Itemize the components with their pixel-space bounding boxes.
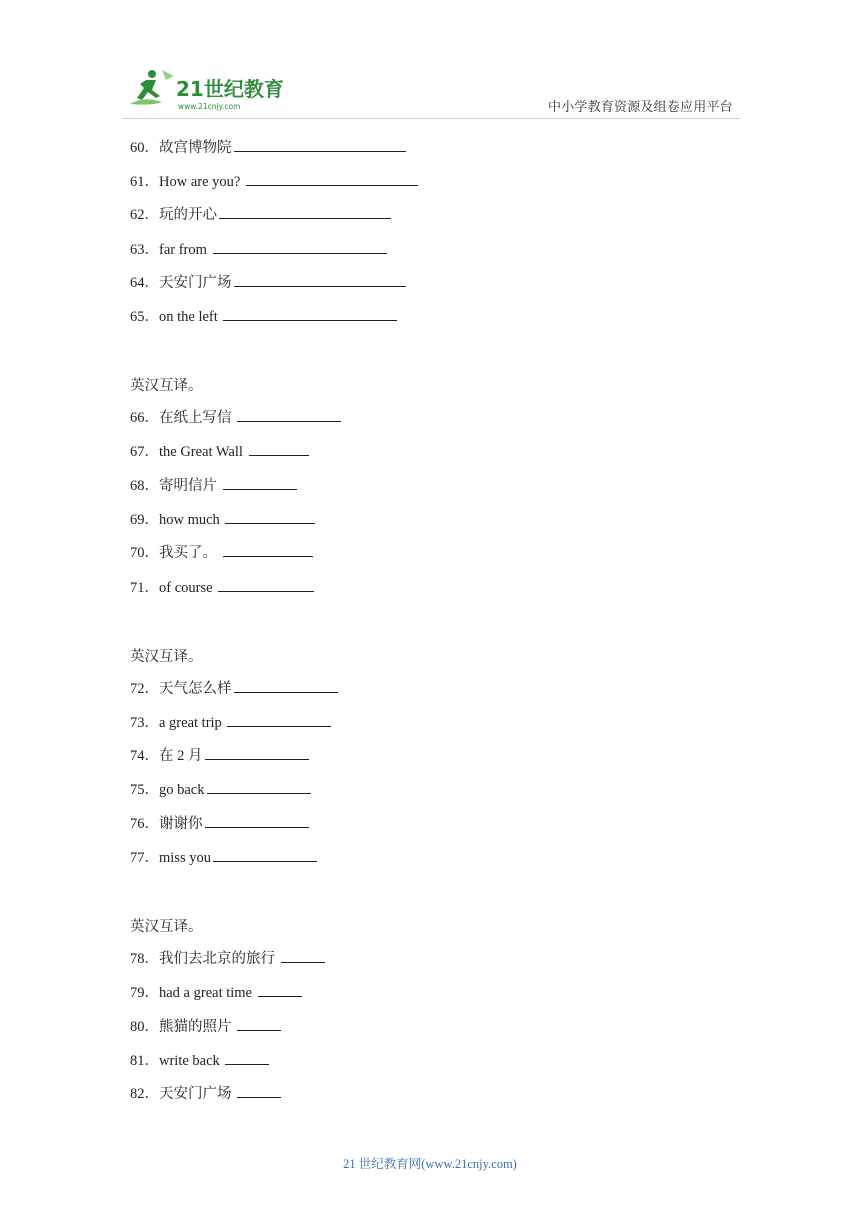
answer-blank[interactable] [237,1084,281,1098]
item-text: 玩的开心 [159,207,217,223]
list-item [130,578,314,597]
runner-icon [130,70,174,105]
list-item [130,848,317,867]
answer-blank[interactable] [237,408,341,422]
answer-blank[interactable] [223,476,297,490]
answer-blank[interactable] [246,172,418,186]
item-text: How are you? [159,174,244,190]
item-number: 80． [130,1019,159,1035]
answer-blank[interactable] [219,205,391,219]
item-text: go back [159,782,205,798]
answer-blank[interactable] [234,273,406,287]
item-text: 熊猫的照片 [159,1019,236,1035]
item-number: 82． [130,1086,159,1102]
item-text: 天安门广场 [159,275,232,291]
answer-blank[interactable] [213,240,387,254]
item-text: a great trip [159,715,226,731]
answer-blank[interactable] [213,848,317,862]
item-text: 天气怎么样 [159,681,232,697]
list-item [130,949,325,968]
item-text: how much [159,512,224,528]
logo-subtext: www.21cnjy.com [178,102,241,111]
list-item [130,814,309,833]
section-title: 英汉互译。 [130,649,203,665]
item-text: 在 2 月 [159,748,203,764]
list-item [130,1051,269,1070]
page-header [0,0,860,120]
item-number: 81． [130,1053,159,1069]
item-number: 70． [130,545,159,561]
answer-blank[interactable] [223,543,313,557]
item-number: 63． [130,242,159,258]
item-number: 75． [130,782,159,798]
answer-blank[interactable] [227,713,331,727]
list-item [130,780,311,799]
item-text: 天安门广场 [159,1086,236,1102]
list-item [130,273,406,292]
answer-blank[interactable] [234,679,338,693]
item-number: 78． [130,951,159,967]
section-title: 英汉互译。 [130,919,203,935]
item-text: 我们去北京的旅行 [159,951,279,967]
answer-blank[interactable] [249,442,309,456]
item-number: 66． [130,410,159,426]
item-text: 谢谢你 [159,816,203,832]
list-item [130,172,418,191]
item-text: on the left [159,309,222,325]
answer-blank[interactable] [225,510,315,524]
item-text: 在纸上写信 [159,410,236,426]
list-item [130,408,341,427]
list-item [130,713,331,732]
section-title: 英汉互译。 [130,378,203,394]
list-item [130,138,406,157]
list-item [130,746,309,765]
item-text: 故宫博物院 [159,140,232,156]
answer-blank[interactable] [281,949,325,963]
item-number: 79． [130,985,159,1001]
item-number: 76． [130,816,159,832]
item-text: 我买了。 [159,545,221,561]
item-number: 65． [130,309,159,325]
item-number: 72． [130,681,159,697]
answer-blank[interactable] [225,1051,269,1065]
item-text: had a great time [159,985,256,1001]
logo [122,66,292,114]
list-item [130,442,309,461]
item-number: 60． [130,140,159,156]
item-text: far from [159,242,211,258]
answer-blank[interactable] [223,307,397,321]
item-number: 69． [130,512,159,528]
answer-blank[interactable] [205,746,309,760]
list-item [130,1017,281,1036]
logo-text: 21世纪教育 [176,77,284,101]
list-item [130,543,313,562]
item-number: 73． [130,715,159,731]
list-item [130,679,338,698]
item-number: 71． [130,580,159,596]
list-item [130,240,387,259]
answer-blank[interactable] [205,814,309,828]
footer-link[interactable]: 21 世纪教育网(www.21cnjy.com) [343,1157,517,1171]
item-number: 64． [130,275,159,291]
list-item [130,983,302,1002]
item-number: 74． [130,748,159,764]
item-number: 67． [130,444,159,460]
answer-blank[interactable] [207,780,311,794]
item-number: 68． [130,478,159,494]
item-number: 62． [130,207,159,223]
list-item [130,307,397,326]
item-text: the Great Wall [159,444,247,460]
answer-blank[interactable] [234,138,406,152]
list-item [130,476,297,495]
item-text: 寄明信片 [159,478,221,494]
answer-blank[interactable] [218,578,314,592]
list-item [130,1084,281,1103]
item-text: of course [159,580,217,596]
list-item [130,205,391,224]
list-item [130,510,315,529]
item-number: 77． [130,850,159,866]
item-number: 61． [130,174,159,190]
answer-blank[interactable] [237,1017,281,1031]
item-text: miss you [159,850,211,866]
item-text: write back [159,1053,224,1069]
header-divider [122,118,740,119]
header-tagline: 中小学教育资源及组卷应用平台 [548,100,733,115]
answer-blank[interactable] [258,983,302,997]
